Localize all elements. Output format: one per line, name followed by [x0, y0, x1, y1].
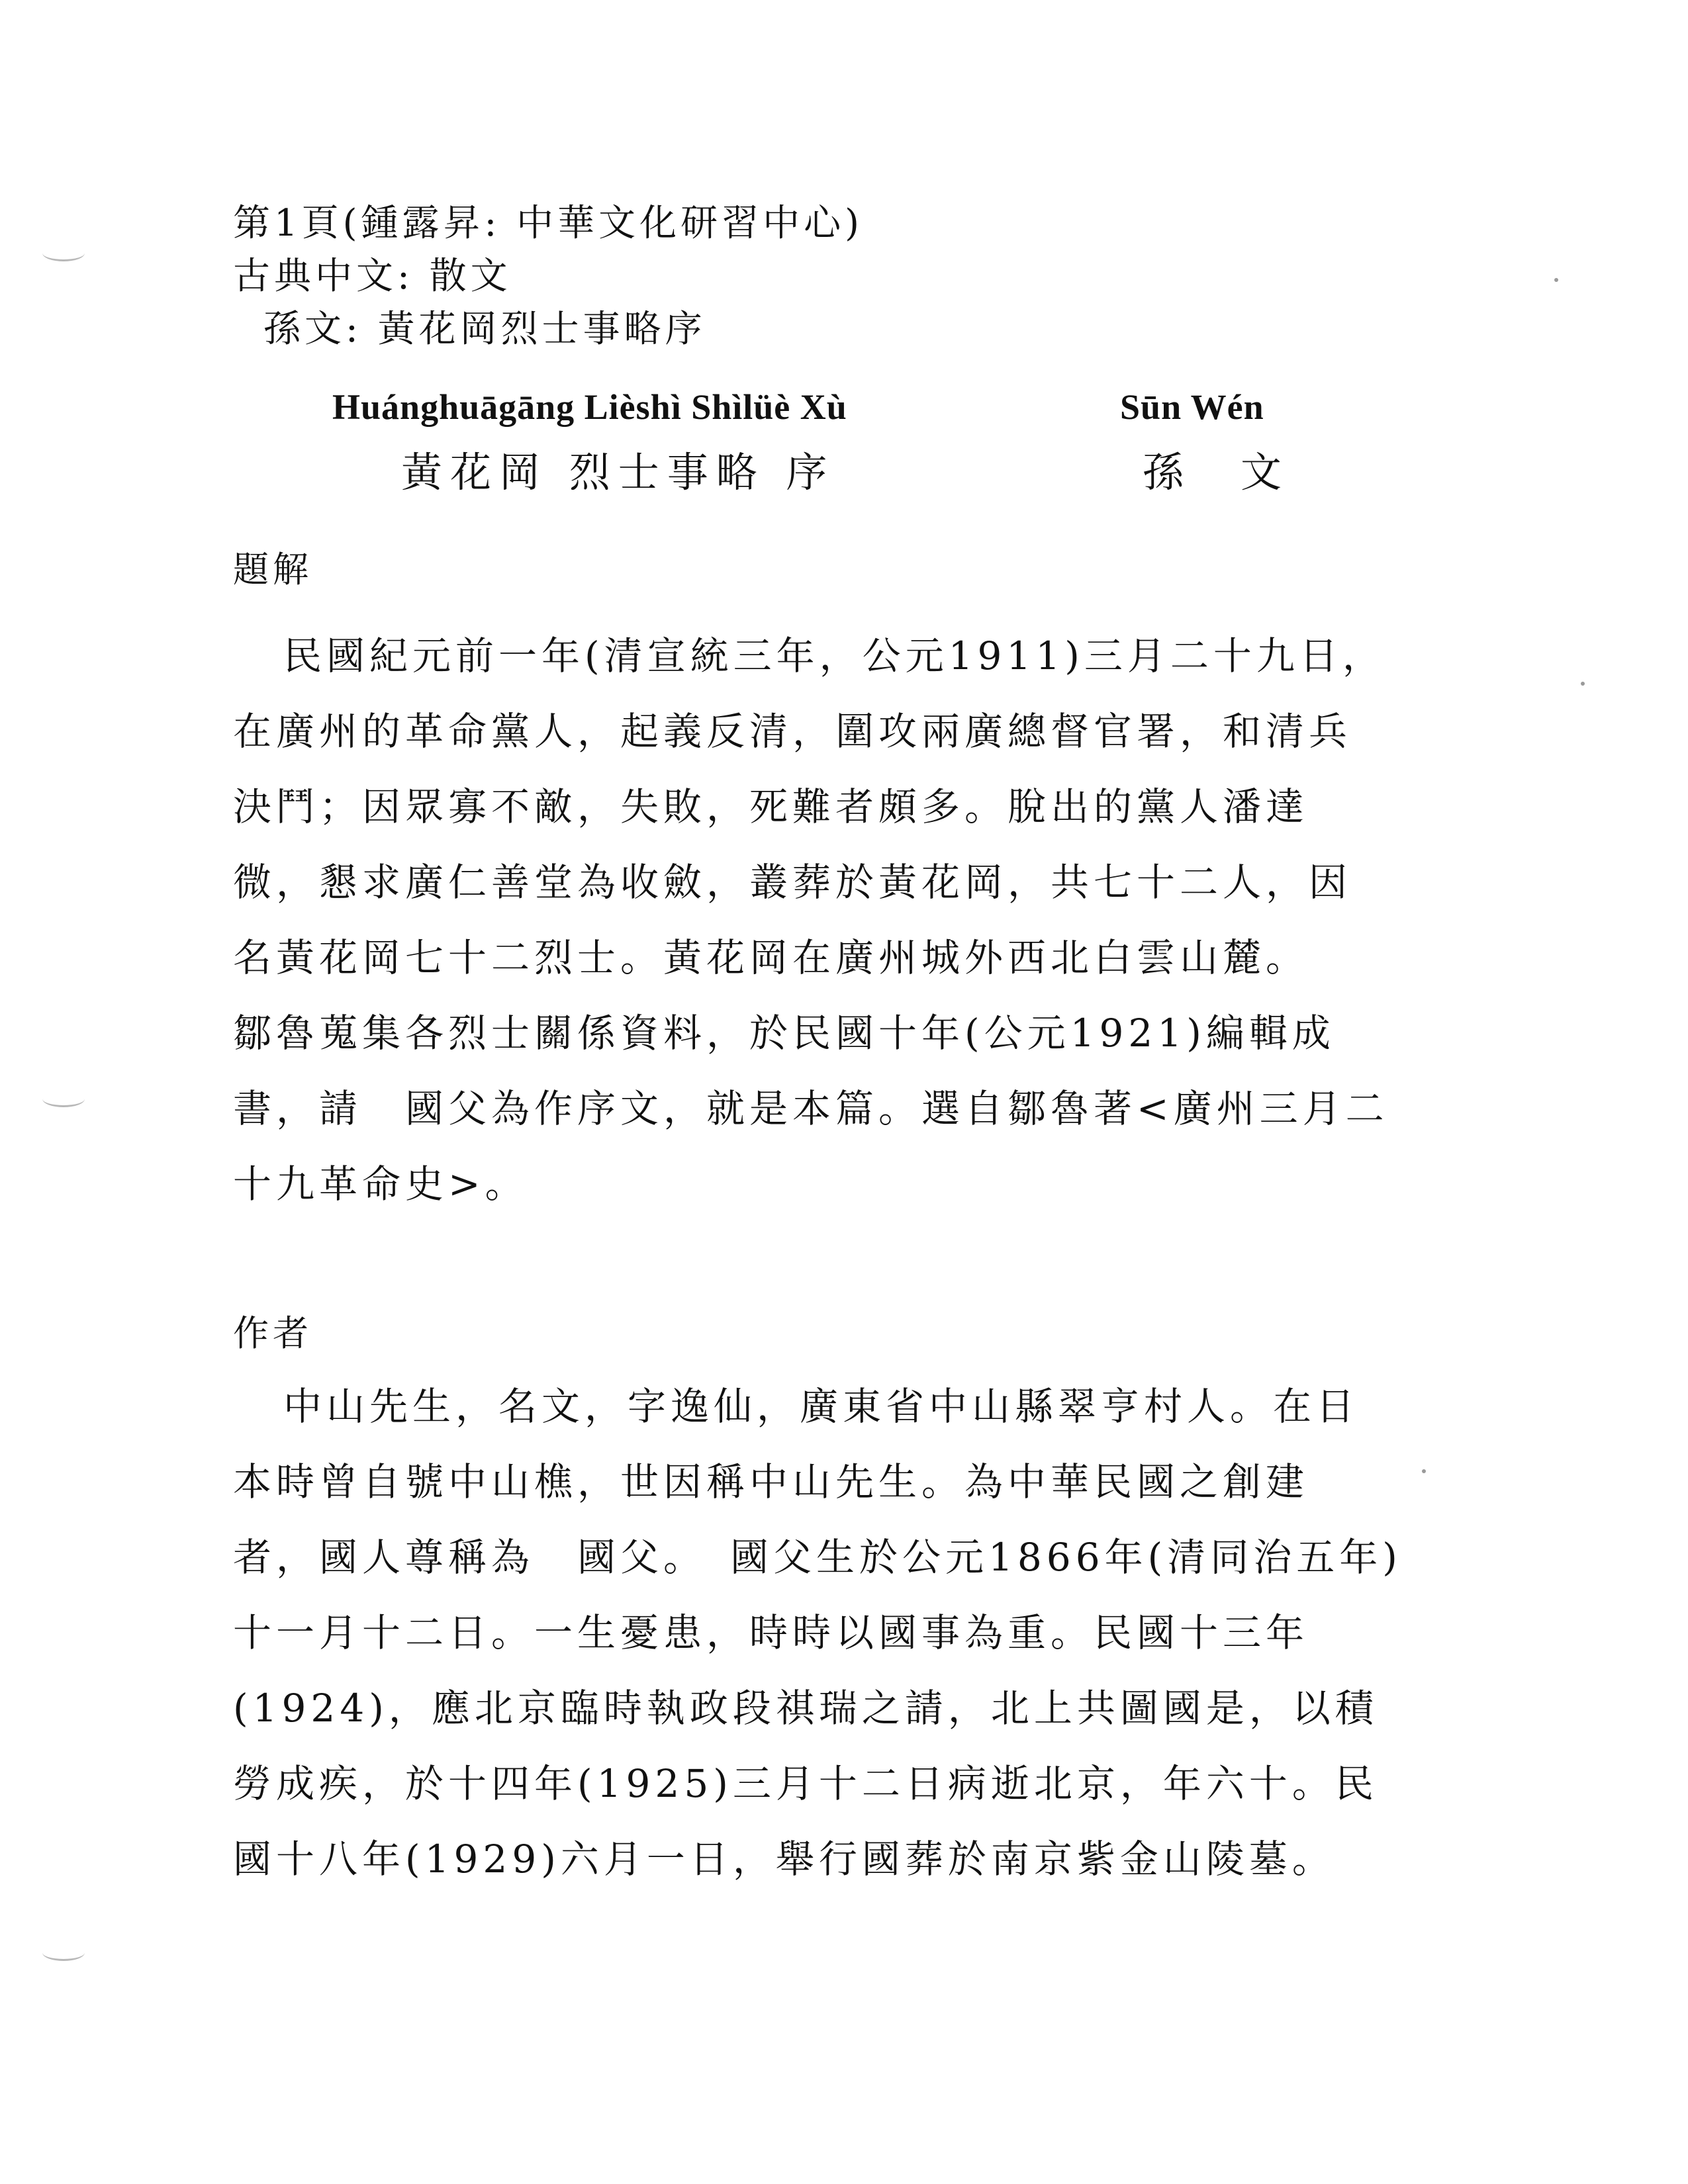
margin-punch-mark [42, 245, 85, 261]
scan-speck [1554, 278, 1558, 282]
page-header-line: 第1頁(鍾露昇: 中華文化研習中心) [233, 202, 863, 245]
text-line: 十九革命史>。 [233, 1161, 528, 1206]
text-line: 決鬥；因眾寡不敵，失敗，死難者頗多。脫出的黨人潘達 [233, 784, 1309, 829]
chinese-title: 黃花岡 烈士事略 序 [401, 448, 835, 496]
genre-line: 古典中文: 散文 [233, 255, 512, 298]
margin-punch-mark [42, 1944, 85, 1961]
text-line: 民國紀元前一年(清宣統三年，公元1911)三月二十九日， [283, 633, 1385, 678]
text-line: 書，請 國父為作序文，就是本篇。選自鄒魯著<廣州三月二 [233, 1086, 1389, 1131]
text-line: 中山先生，名文，字逸仙，廣東省中山縣翠亨村人。在日 [283, 1384, 1360, 1429]
scan-speck [1581, 682, 1585, 686]
margin-punch-mark [42, 1091, 85, 1107]
section-heading-author: 作者 [233, 1312, 312, 1354]
author-paragraph [233, 1369, 1451, 1897]
text-line: 國十八年(1929)六月一日，舉行國葬於南京紫金山陵墓。 [233, 1837, 1335, 1882]
text-line: 鄒魯蒐集各烈士關係資料，於民國十年(公元1921)編輯成 [233, 1011, 1335, 1056]
text-line: 勞成疾，於十四年(1925)三月十二日病逝北京，年六十。民 [233, 1761, 1378, 1806]
text-line: 十一月十二日。一生憂患，時時以國事為重。民國十三年 [233, 1610, 1309, 1655]
text-line: 者，國人尊稱為 國父。 國父生於公元1866年(清同治五年) [233, 1535, 1402, 1580]
text-line: 微，懇求廣仁善堂為收斂，叢葬於黃花岡，共七十二人，因 [233, 860, 1352, 905]
work-line: 孫文: 黃花岡烈士事略序 [263, 308, 706, 351]
explanation-paragraph [233, 618, 1451, 1222]
text-line: 本時曾自號中山樵，世因稱中山先生。為中華民國之創建 [233, 1459, 1309, 1504]
section-heading-explanation: 題解 [233, 549, 312, 590]
text-line: 在廣州的革命黨人，起義反清，圍攻兩廣總督官署，和清兵 [233, 709, 1352, 754]
text-line: 名黃花岡七十二烈士。黃花岡在廣州城外西北白雲山麓。 [233, 935, 1309, 980]
pinyin-title: Huánghuāgāng Lièshì Shìlüè Xù [332, 387, 847, 427]
text-line: (1924)，應北京臨時執政段祺瑞之請，北上共圖國是，以積 [233, 1686, 1378, 1731]
pinyin-author: Sūn Wén [1120, 387, 1264, 427]
chinese-author: 孫 文 [1143, 448, 1290, 496]
